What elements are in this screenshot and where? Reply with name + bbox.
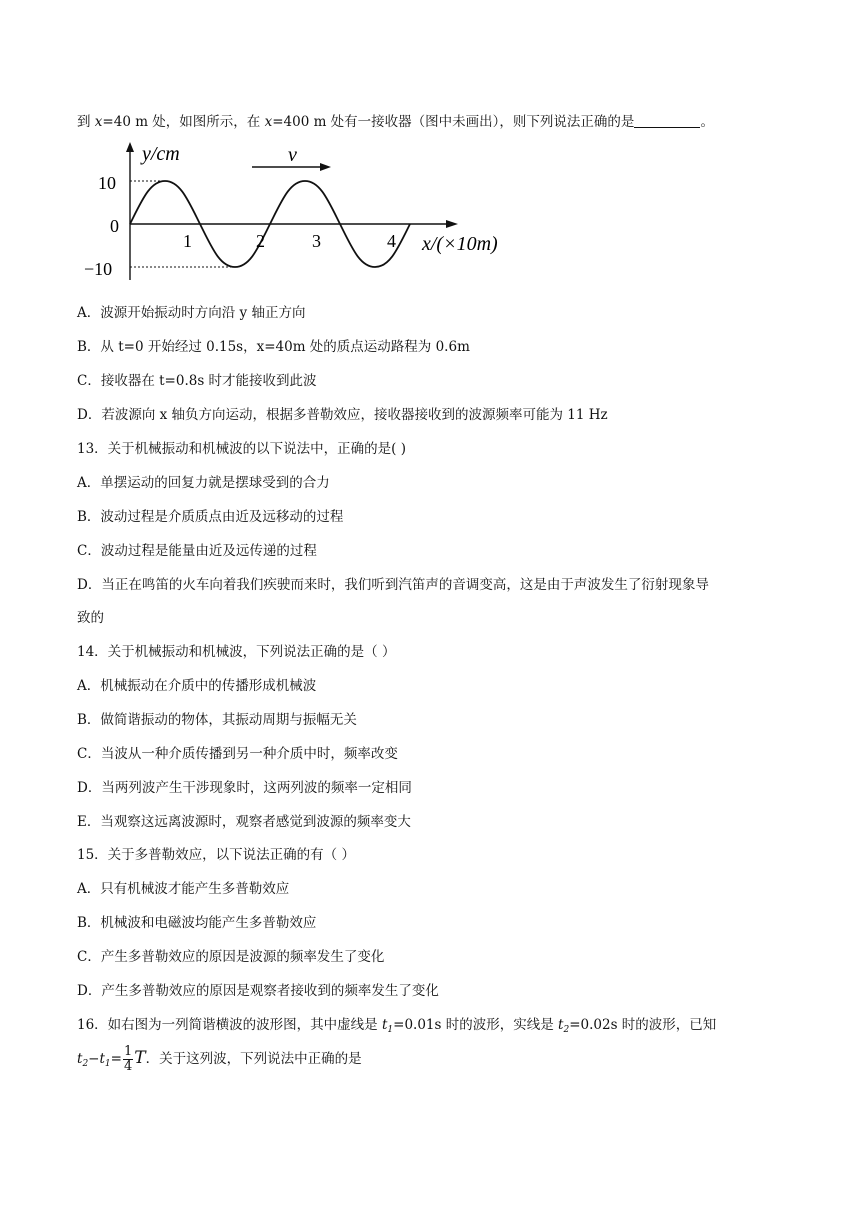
variable-x: x	[264, 114, 273, 130]
velocity-arrowhead	[320, 163, 331, 171]
text-fragment: 。	[700, 114, 714, 130]
text-fragment: =400 m 处有一接收器（图中未画出），则下列说法正确的是	[272, 114, 635, 130]
variable-period: T	[134, 1048, 146, 1068]
q15-stem: 15．关于多普勒效应，以下说法正确的有（ ）	[77, 847, 355, 863]
variable-t: t	[77, 1051, 83, 1067]
q15-option-b: B．机械波和电磁波均能产生多普勒效应	[77, 915, 317, 931]
q12-option-c: C．接收器在 t=0.8s 时才能接收到此波	[77, 373, 317, 389]
subscript: 1	[387, 1025, 394, 1035]
q13-option-d: D．当正在鸣笛的火车向着我们疾驶而来时，我们听到汽笛声的音调变高，这是由于声波发生了衍射现象导	[77, 577, 709, 593]
y-tick-neg10: −10	[84, 259, 113, 279]
equals-sign: =	[110, 1051, 122, 1067]
answer-blank	[634, 115, 700, 128]
y-tick-10: 10	[98, 173, 116, 193]
q14-stem: 14．关于机械振动和机械波，下列说法正确的是（ ）	[77, 644, 396, 660]
text-fragment: 16．如右图为一列简谐横波的波形图，其中虚线是	[77, 1017, 382, 1033]
x-tick-2: 2	[256, 231, 265, 251]
variable-t: t	[99, 1051, 105, 1067]
text-fragment: =0.01s 时的波形，实线是	[393, 1017, 559, 1033]
subscript: 1	[104, 1059, 111, 1069]
velocity-label: v	[288, 144, 297, 166]
text-fragment: ．关于这列波，下列说法中正确的是	[145, 1051, 362, 1067]
variable-x: x	[94, 114, 103, 130]
question-intro-line	[77, 113, 714, 131]
q14-option-e: E．当观察这远离波源时，观察者感觉到波源的频率变大	[77, 814, 411, 830]
text-fragment: =40 m 处，如图所示，在	[102, 114, 265, 130]
fraction-denominator: 4	[123, 1059, 133, 1074]
q14-option-c: C．当波从一种介质传播到另一种介质中时，频率改变	[77, 746, 398, 762]
q16-stem-line1	[77, 1016, 716, 1039]
q12-option-a: A．波源开始振动时方向沿 y 轴正方向	[77, 305, 306, 321]
wave-figure	[80, 140, 520, 290]
q15-option-a: A．只有机械波才能产生多普勒效应	[77, 881, 290, 897]
y-tick-0: 0	[110, 216, 119, 236]
q15-option-c: C．产生多普勒效应的原因是波源的频率发生了变化	[77, 949, 385, 965]
variable-t: t	[381, 1017, 388, 1033]
q14-option-a: A．机械振动在介质中的传播形成机械波	[77, 678, 317, 694]
q14-option-d: D．当两列波产生干涉现象时，这两列波的频率一定相同	[77, 780, 412, 796]
q13-stem: 13．关于机械振动和机械波的以下说法中，正确的是( )	[77, 441, 407, 457]
x-axis-label: x/(×10m)	[422, 233, 498, 255]
q12-option-b: B．从 t=0 开始经过 0.15s，x=40m 处的质点运动路程为 0.6m	[77, 339, 470, 355]
q15-option-d: D．产生多普勒效应的原因是观察者接收到的频率发生了变化	[77, 983, 439, 999]
variable-t: t	[558, 1017, 564, 1033]
y-axis-label: y/cm	[142, 143, 180, 165]
q13-option-b: B．波动过程是介质质点由近及远移动的过程	[77, 509, 344, 525]
q14-option-b: B．做简谐振动的物体，其振动周期与振幅无关	[77, 712, 357, 728]
text-fragment: 到	[77, 114, 95, 130]
q16-stem-line2	[77, 1042, 362, 1080]
text-fragment: =0.02s 时的波形，已知	[569, 1017, 717, 1033]
x-tick-3: 3	[312, 231, 321, 251]
fraction	[123, 1045, 133, 1074]
x-tick-1: 1	[183, 231, 192, 251]
q12-option-d: D．若波源向 x 轴负方向运动，根据多普勒效应，接收器接收到的波源频率可能为 11 Hz	[77, 407, 608, 423]
subscript: 2	[563, 1025, 570, 1035]
y-axis-arrow	[126, 142, 134, 152]
q13-option-d-cont: 致的	[77, 610, 104, 626]
x-tick-4: 4	[387, 231, 396, 251]
subscript: 2	[82, 1059, 89, 1069]
minus-sign: −	[88, 1051, 100, 1067]
x-axis-arrow	[446, 220, 458, 228]
q13-option-c: C．波动过程是能量由近及远传递的过程	[77, 543, 317, 559]
q13-option-a: A．单摆运动的回复力就是摆球受到的合力	[77, 475, 330, 491]
fraction-numerator: 1	[123, 1044, 133, 1059]
